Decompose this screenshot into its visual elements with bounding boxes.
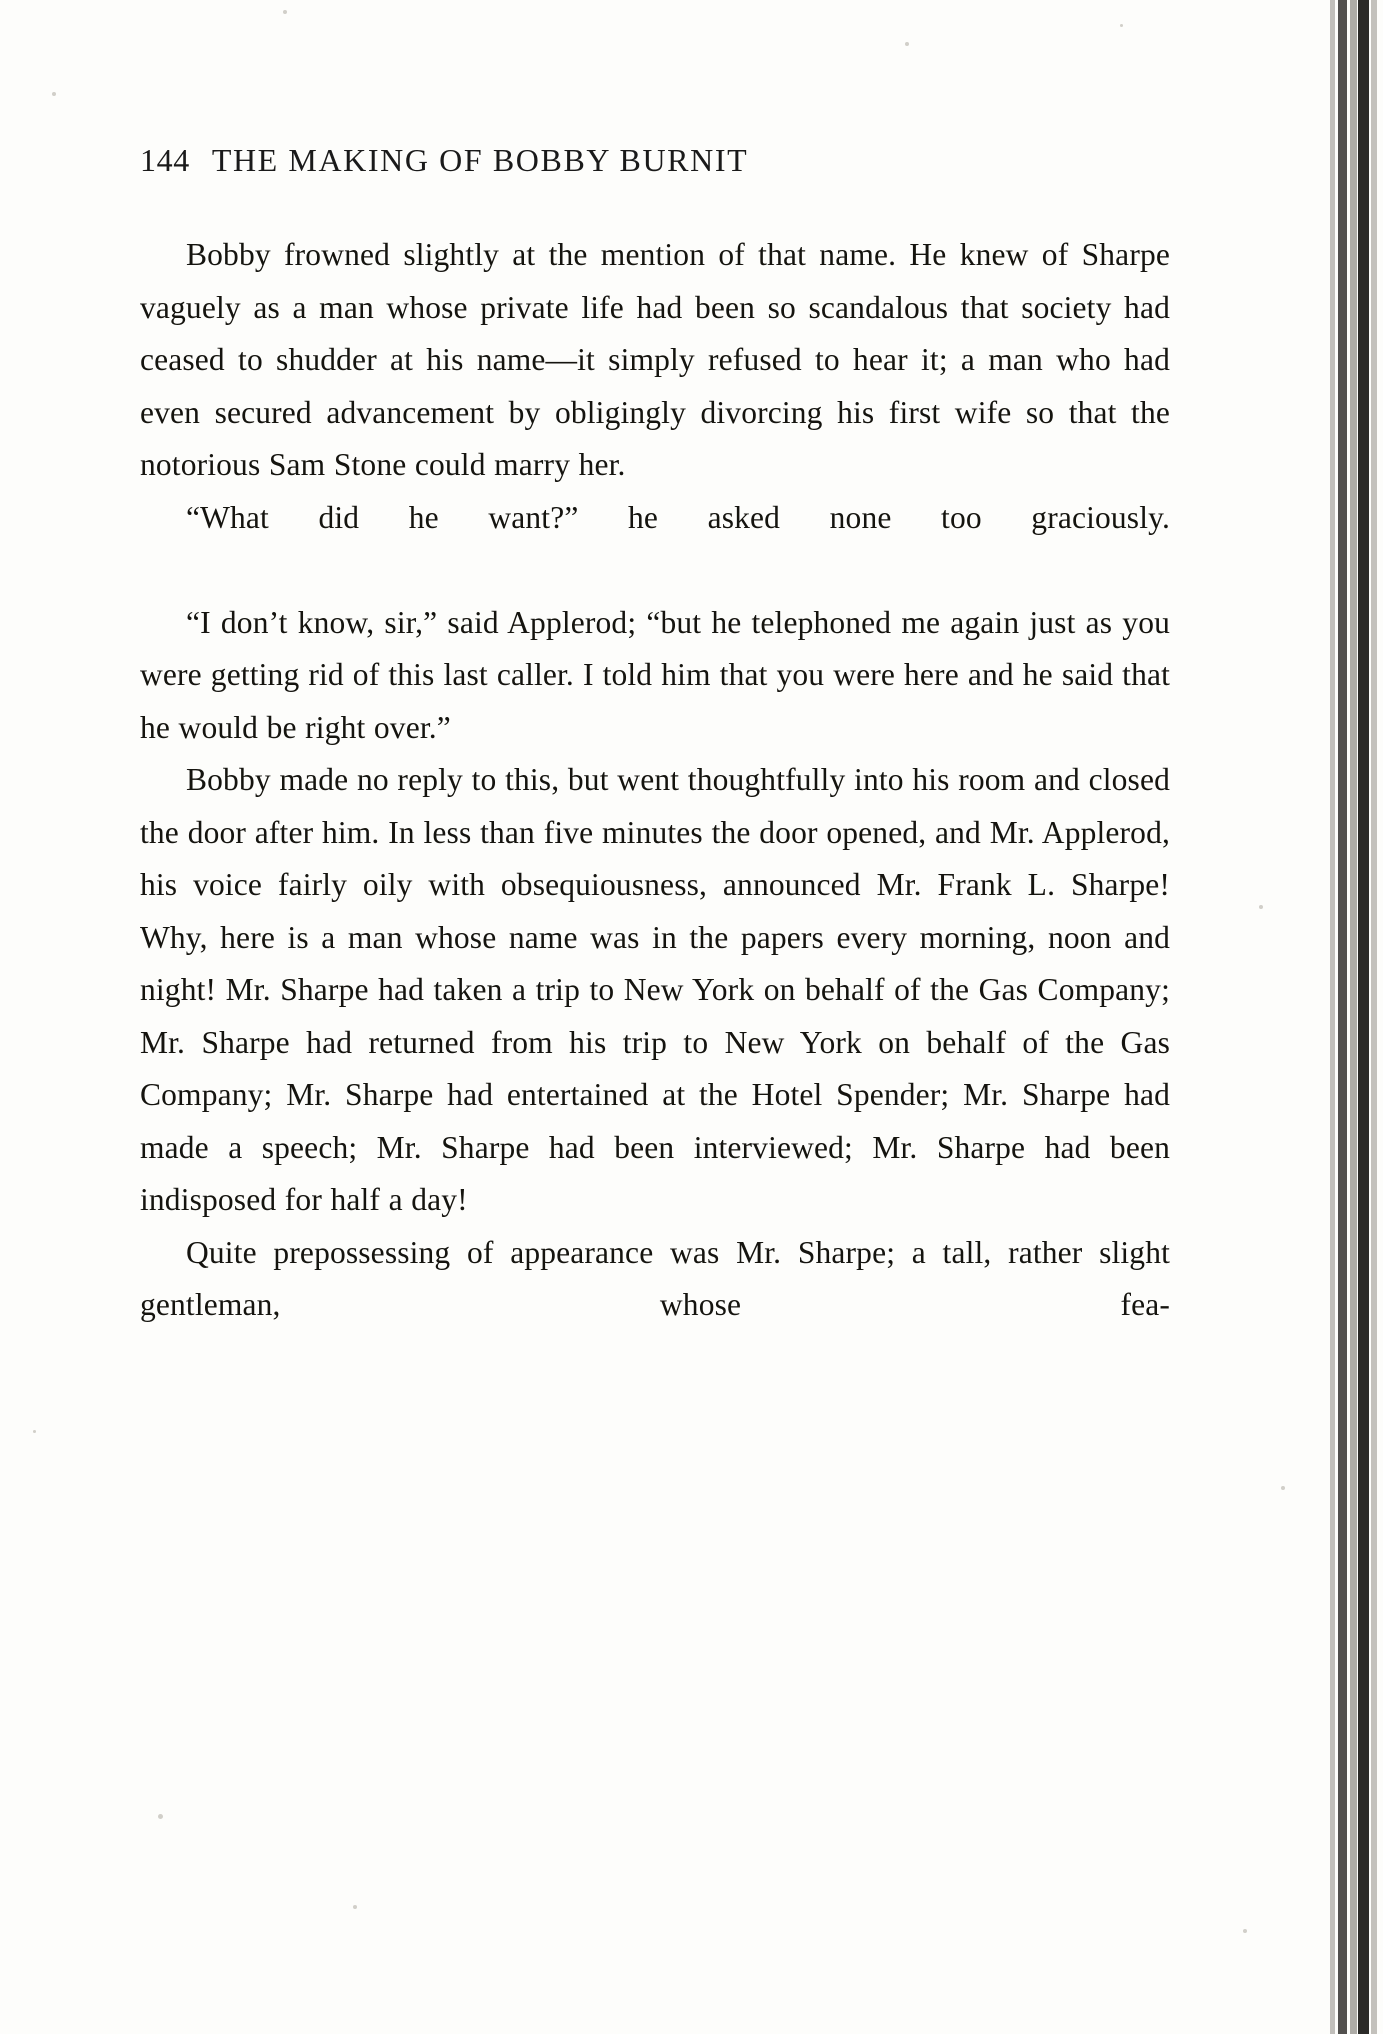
body-text [140,229,1170,1384]
scan-speckle [158,1814,163,1819]
paragraph: “I don’t know, sir,” said Applerod; “but he telephoned me again just as you were getting rid of this last caller. I told him that you were here and he said that he would be right over.” [140,604,1170,745]
paragraph: Bobby made no reply to this, but went thoughtfully into his room and closed the door after him. In less than five minutes the door opened, and Mr. Applerod, his voice fairly oily with obsequiousness, announced Mr. Frank L. Sharpe! Why, here is a man whose name was in the papers every morning, noon and night! Mr. Sharpe had taken a trip to New York on behalf of the Gas Company; Mr. Sharpe had returned from his trip to New York on behalf of the Gas Company; Mr. Sharpe had entertained at the Hotel Spender; Mr. Sharpe had made a speech; Mr. Sharpe had been interviewed; Mr. Sharpe had been indisposed for half a day! [140,762,1170,1217]
gutter-band [1338,0,1347,2034]
gutter-band [1371,0,1377,2034]
paragraph: “What did he want?” he asked none too graciously. [186,499,1170,535]
page-text-column [140,0,1170,1384]
scan-speckle [52,92,56,96]
paragraph: Quite prepossessing of appearance was Mr. Sharpe; a tall, rather slight gentleman, whose fea- [140,1234,1170,1322]
running-title: THE MAKING OF BOBBY BURNIT [211,142,749,178]
gutter-band [1358,0,1369,2034]
gutter-band [1350,0,1357,2034]
book-gutter-shadow [1313,0,1383,2034]
scan-speckle [1281,1486,1285,1490]
scan-speckle [1259,905,1263,909]
gutter-band [1377,0,1383,2034]
page-number: 144 [140,142,190,178]
scan-speckle [1243,1929,1247,1933]
gutter-band [1330,0,1335,2034]
page-header [140,142,1170,179]
scan-speckle [33,1430,36,1433]
paragraph: Bobby frowned slightly at the mention of that name. He knew of Sharpe vaguely as a man whose private life had been so scandalous that society had ceased to shudder at his name—it simply refused to hear it; a man who had even secured advancement by obligingly divorcing his first wife so that the notorious Sam Stone could marry her. [140,237,1170,482]
scan-speckle [353,1905,357,1909]
